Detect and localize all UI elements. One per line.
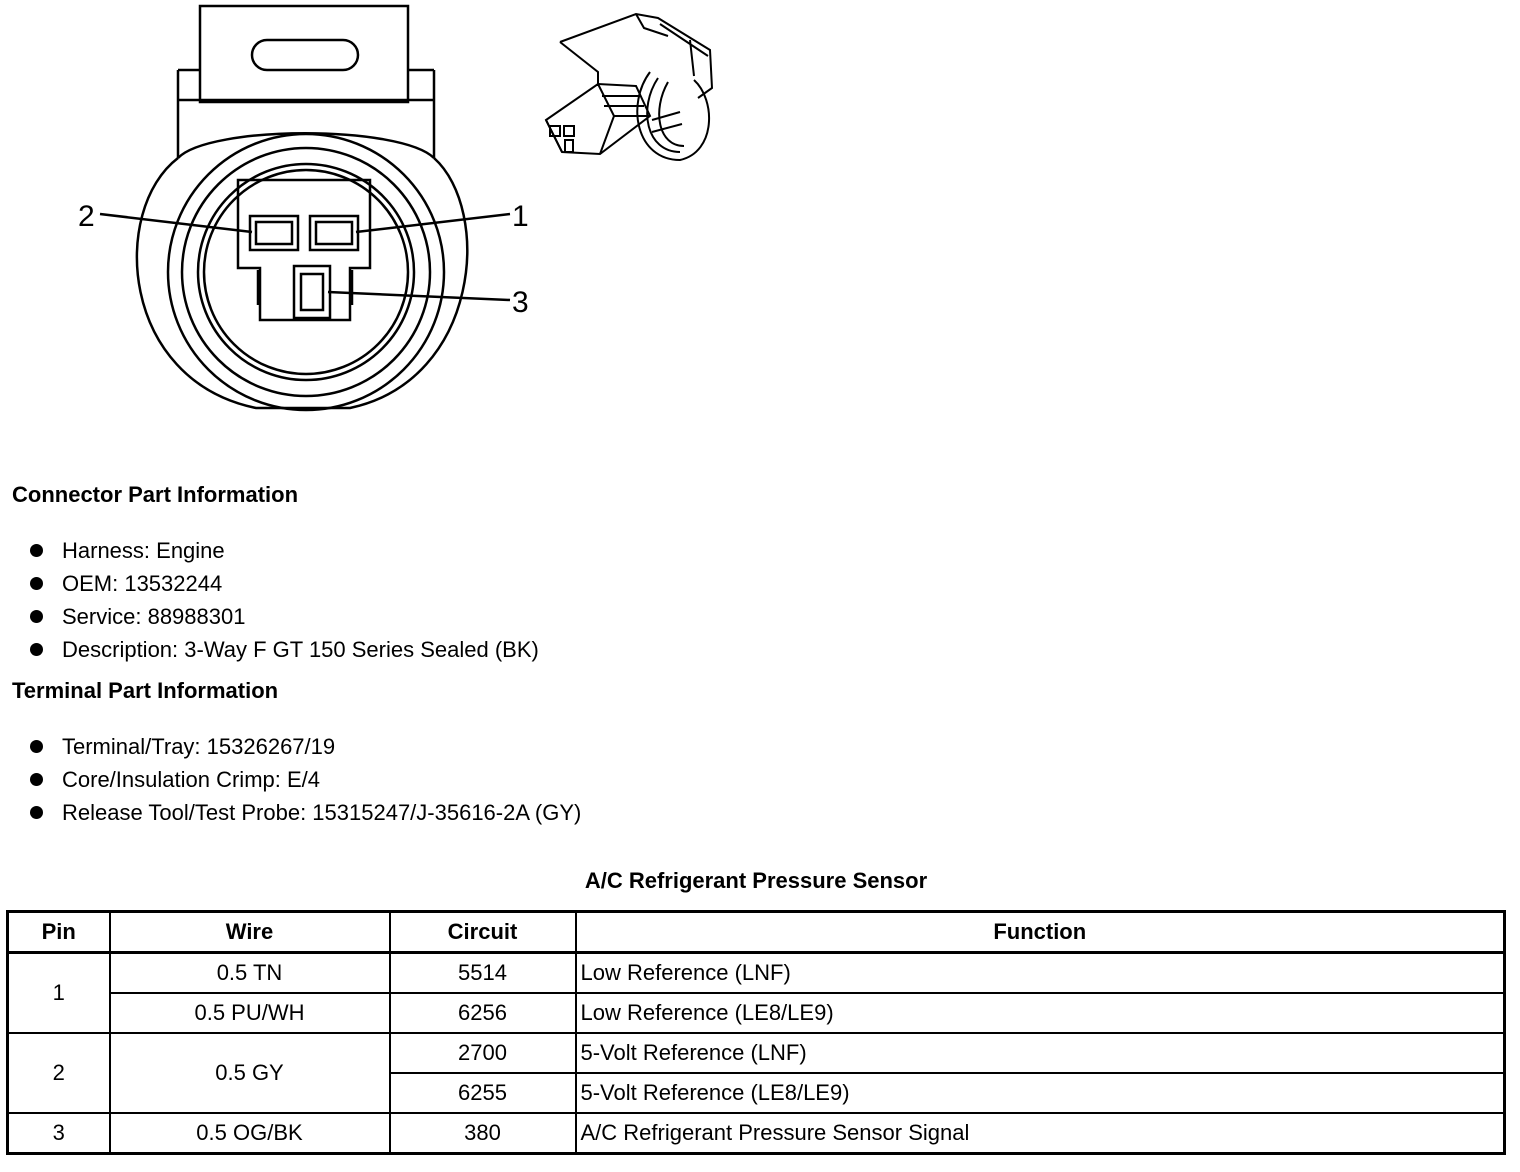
header-pin: Pin <box>8 912 110 953</box>
connector-isometric-view-diagram <box>540 0 730 180</box>
oem-text: OEM: 13532244 <box>62 571 223 596</box>
table-row <box>8 953 1505 994</box>
description-text: Description: 3-Way F GT 150 Series Sealed (BK) <box>62 637 539 662</box>
table-title: A/C Refrigerant Pressure Sensor <box>584 868 928 893</box>
list-item <box>28 567 539 600</box>
crimp-text: Core/Insulation Crimp: E/4 <box>62 767 320 792</box>
bullet-icon <box>30 806 43 819</box>
circuit-cell: 6256 <box>390 993 576 1033</box>
pin-cell: 1 <box>8 953 110 1034</box>
wire-cell: 0.5 OG/BK <box>110 1113 390 1154</box>
pin-cell: 3 <box>8 1113 110 1154</box>
table-row <box>8 1033 1505 1073</box>
bullet-icon <box>30 544 43 557</box>
bullet-icon <box>30 610 43 623</box>
connector-part-info-heading: Connector Part Information <box>12 482 299 507</box>
pin-cell: 2 <box>8 1033 110 1113</box>
list-item <box>28 633 539 666</box>
circuit-cell: 380 <box>390 1113 576 1154</box>
bullet-icon <box>30 643 43 656</box>
list-item <box>28 534 539 567</box>
bullet-icon <box>30 773 43 786</box>
table-row <box>8 993 1505 1033</box>
harness-text: Harness: Engine <box>62 538 225 563</box>
pin-table <box>6 910 1506 1155</box>
list-item <box>28 796 581 829</box>
header-circuit: Circuit <box>390 912 576 953</box>
function-cell: Low Reference (LNF) <box>576 953 1505 994</box>
release-tool-text: Release Tool/Test Probe: 15315247/J-35616-2A (GY) <box>62 800 582 825</box>
function-cell: 5-Volt Reference (LNF) <box>576 1033 1505 1073</box>
connector-part-info-list <box>28 534 539 666</box>
bullet-icon <box>30 740 43 753</box>
terminal-part-info-list <box>28 730 581 829</box>
terminal-tray-text: Terminal/Tray: 15326267/19 <box>62 734 336 759</box>
bullet-icon <box>30 577 43 590</box>
pin-label-3: 3 <box>512 286 529 319</box>
wire-cell: 0.5 PU/WH <box>110 993 390 1033</box>
list-item <box>28 730 581 763</box>
function-cell: 5-Volt Reference (LE8/LE9) <box>576 1073 1505 1113</box>
terminal-part-info-heading: Terminal Part Information <box>12 678 279 703</box>
circuit-cell: 2700 <box>390 1033 576 1073</box>
header-wire: Wire <box>110 912 390 953</box>
header-function: Function <box>576 912 1505 953</box>
circuit-cell: 6255 <box>390 1073 576 1113</box>
wire-cell: 0.5 TN <box>110 953 390 994</box>
list-item <box>28 600 539 633</box>
service-text: Service: 88988301 <box>62 604 246 629</box>
circuit-cell: 5514 <box>390 953 576 994</box>
function-cell: Low Reference (LE8/LE9) <box>576 993 1505 1033</box>
pin-label-1: 1 <box>512 200 529 233</box>
table-header-row <box>8 912 1505 953</box>
list-item <box>28 763 581 796</box>
connector-front-view-diagram <box>60 0 540 430</box>
wire-cell: 0.5 GY <box>110 1033 390 1113</box>
function-cell: A/C Refrigerant Pressure Sensor Signal <box>576 1113 1505 1154</box>
table-row <box>8 1113 1505 1154</box>
pin-label-2: 2 <box>78 200 95 233</box>
